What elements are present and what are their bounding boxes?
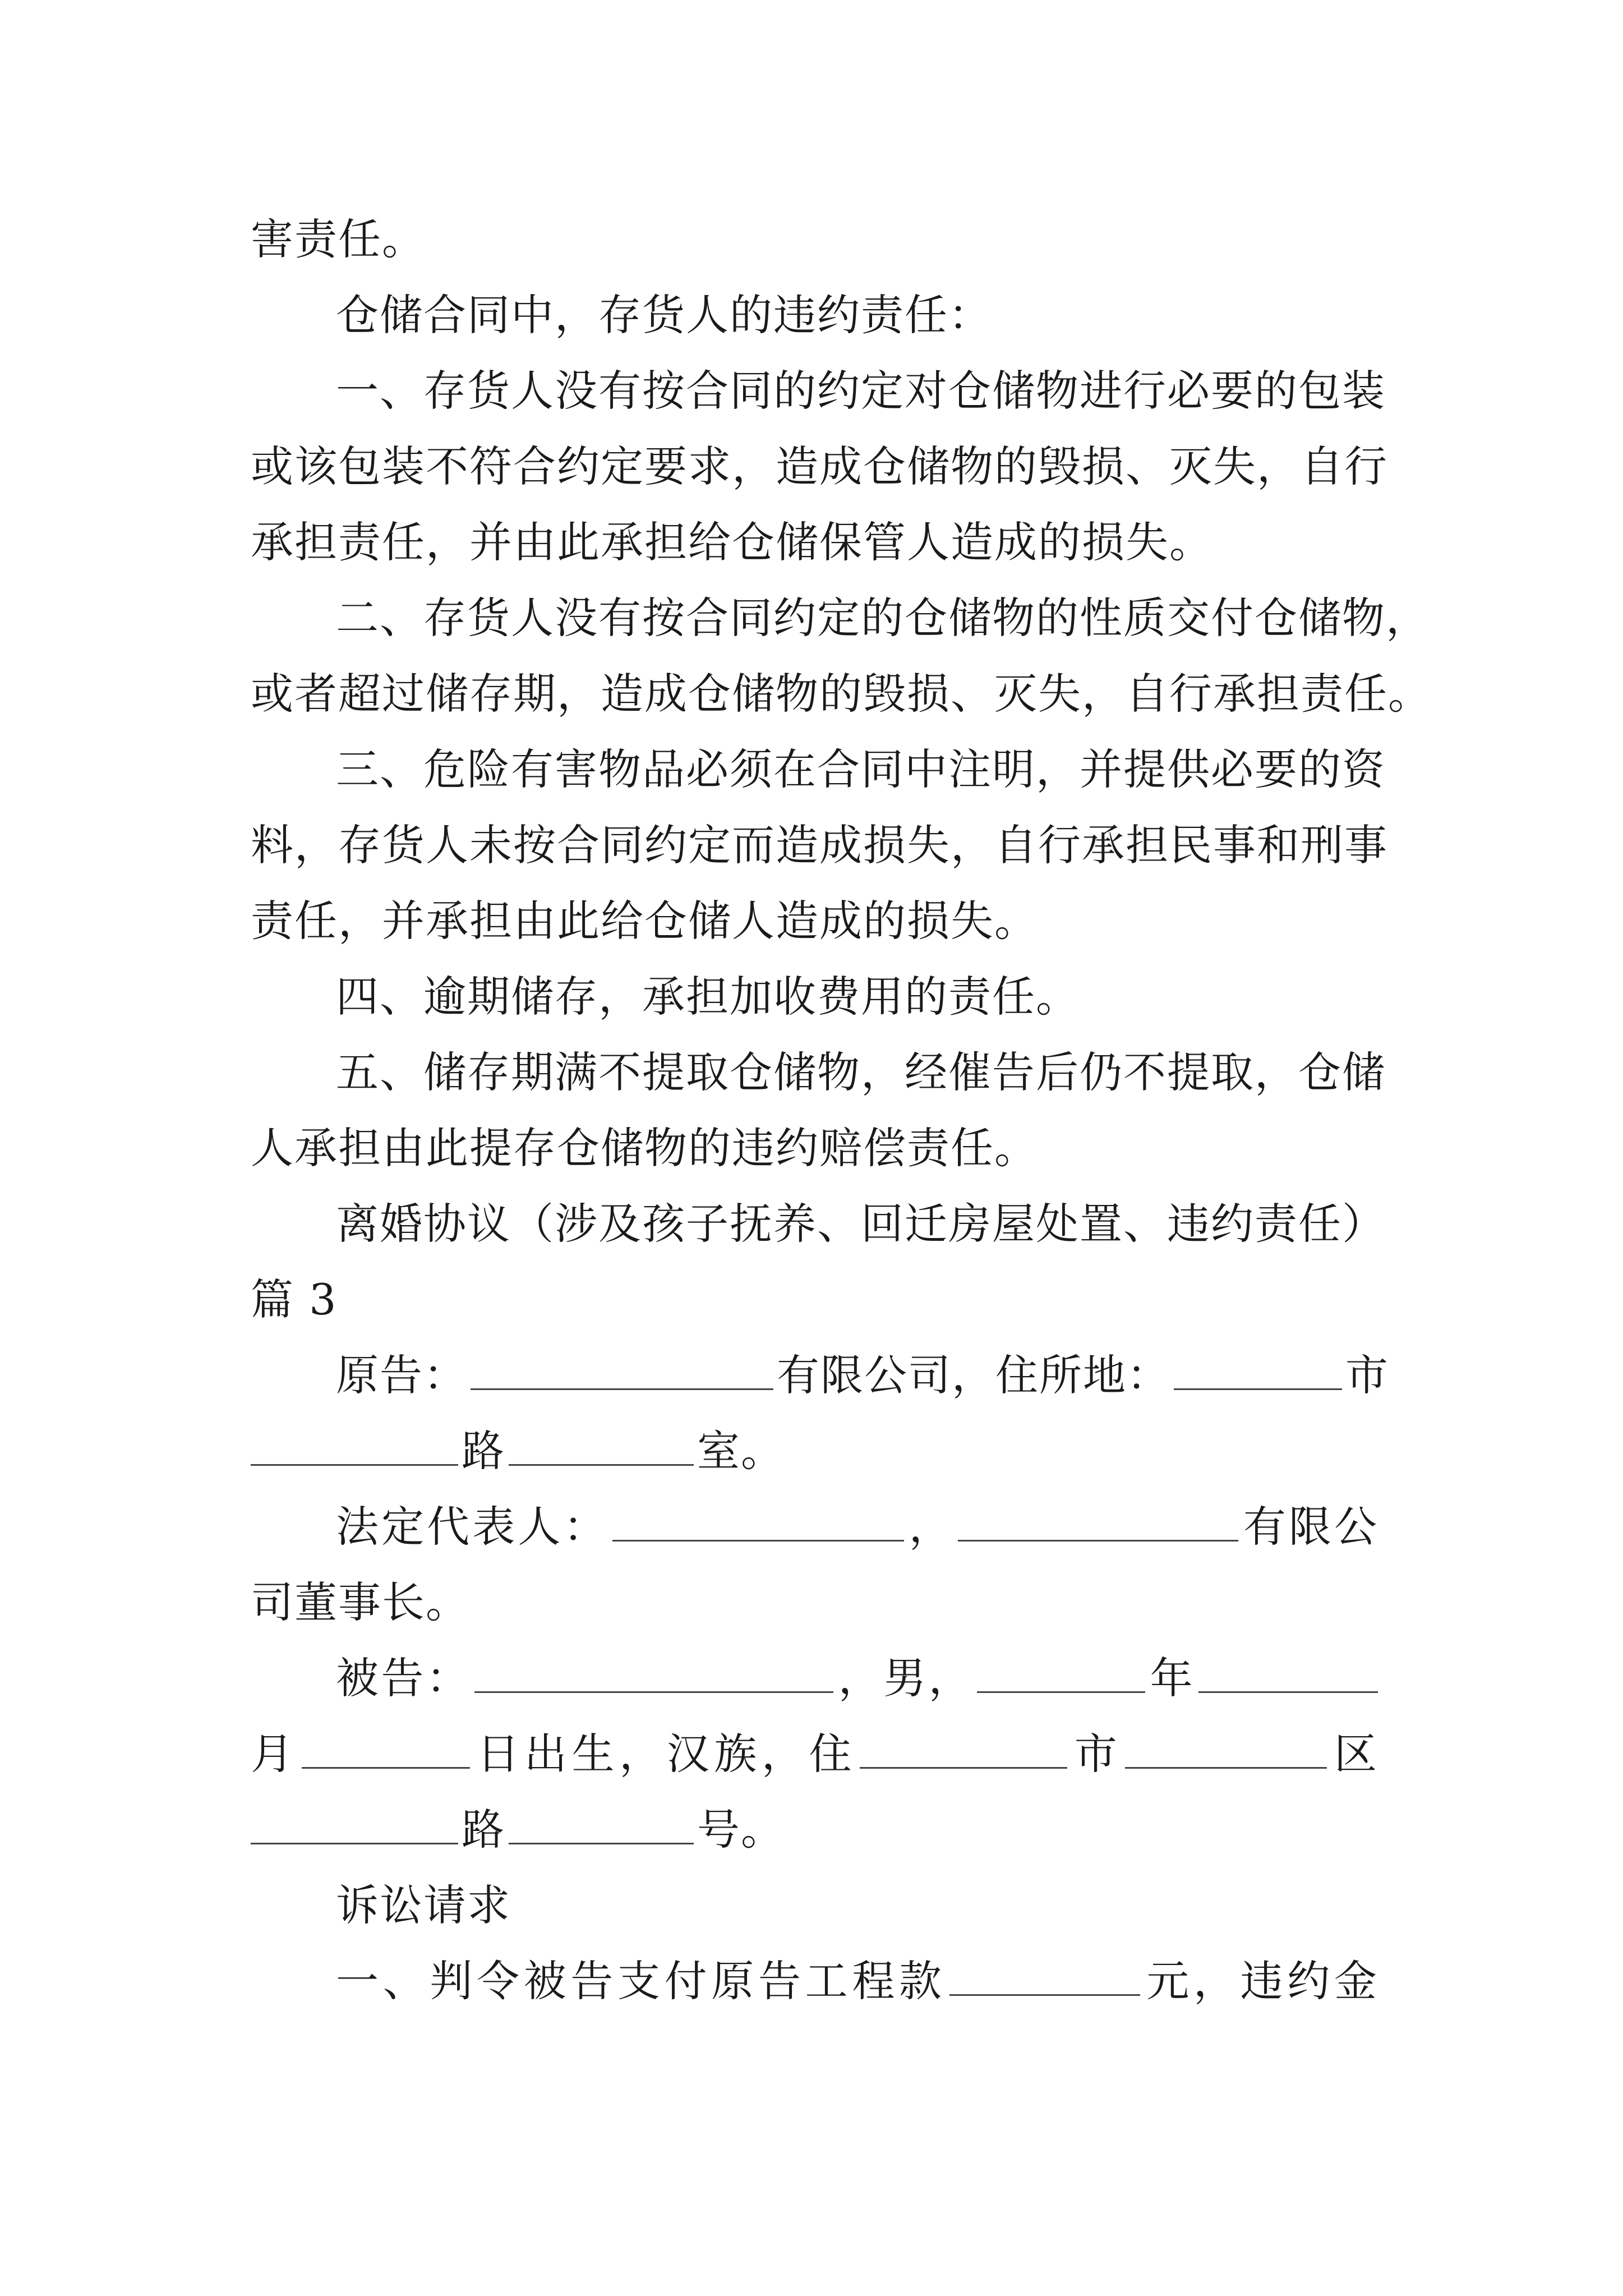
text-line: 料，存货人未按合同约定而造成损失，自行承担民事和刑事 (251, 820, 1388, 870)
form-label: 被告： (336, 1653, 472, 1703)
form-line-title (251, 1561, 1378, 1645)
form-label: 市 (1345, 1350, 1389, 1400)
form-label: 诉讼请求 (336, 1880, 511, 1930)
form-label: 路 (462, 1426, 505, 1476)
form-label: 法定代表人： (336, 1502, 609, 1552)
section-heading: 仓储合同中，存货人的违约责任： (336, 290, 992, 340)
form-label: 原告： (336, 1350, 467, 1400)
text-line: 二、存货人没有按合同约定的仓储物的性质交付仓储物， (336, 593, 1430, 643)
form-label: 市 (1071, 1729, 1122, 1779)
blank-field (509, 1427, 694, 1466)
form-label: 有限公司，住所地： (777, 1350, 1170, 1400)
form-label: 路 (462, 1805, 505, 1855)
text-line: 四、逾期储存，承担加收费用的责任。 (336, 972, 1080, 1022)
blank-field (471, 1351, 773, 1390)
form-line-address-2 (251, 1788, 1378, 1872)
blank-field (509, 1806, 694, 1844)
blank-field (1125, 1730, 1327, 1769)
blank-field (860, 1730, 1067, 1769)
form-label: 区 (1330, 1729, 1378, 1779)
form-line-plaintiff (251, 1333, 1389, 1418)
section-heading-claims (251, 1864, 1378, 1948)
blank-field (302, 1730, 470, 1769)
blank-field (1198, 1654, 1378, 1693)
form-label: 司董事长。 (251, 1577, 469, 1627)
form-line-address (251, 1409, 1378, 1493)
text-line: 五、储存期满不提取仓储物，经催告后仍不提取，仓储 (336, 1047, 1386, 1097)
blank-field (1174, 1351, 1342, 1390)
form-label: 月 (251, 1729, 298, 1779)
text-line: 或该包装不符合约定要求，造成仓储物的毁损、灭失，自行 (251, 441, 1388, 491)
form-line-legal-rep (251, 1485, 1378, 1569)
text-line: 责任，并承担由此给仓储人造成的损失。 (251, 896, 1038, 946)
form-line-claim-1 (251, 1939, 1378, 2023)
blank-field (474, 1654, 833, 1693)
section-title: 离婚协议（涉及孩子抚养、回迁房屋处置、违约责任） (336, 1199, 1386, 1249)
blank-field (612, 1503, 904, 1542)
form-label: 一、判令被告支付原告工程款 (336, 1956, 946, 2006)
section-title-suffix: 篇 3 (251, 1274, 338, 1324)
blank-field (977, 1654, 1145, 1693)
blank-field (949, 1957, 1140, 1996)
text-line: 害责任。 (251, 214, 426, 264)
form-label: 号。 (697, 1805, 785, 1855)
form-label: ，男， (837, 1653, 974, 1703)
form-label: 年 (1149, 1653, 1196, 1703)
text-line: 一、存货人没有按合同的约定对仓储物进行必要的包装 (336, 366, 1386, 416)
form-label: ， (907, 1502, 955, 1552)
text-line: 三、危险有害物品必须在合同中注明，并提供必要的资 (336, 744, 1386, 794)
form-label: 室。 (697, 1426, 785, 1476)
form-line-birth (251, 1712, 1378, 1796)
form-label: 元，违约金 (1143, 1956, 1378, 2006)
form-label: 日出生，汉族，住 (473, 1729, 857, 1779)
blank-field (958, 1503, 1238, 1542)
text-line: 或者超过储存期，造成仓储物的毁损、灭失，自行承担责任。 (251, 669, 1432, 719)
form-label: 有限公 (1241, 1502, 1378, 1552)
text-line: 承担责任，并由此承担给仓储保管人造成的损失。 (251, 517, 1213, 567)
text-line: 人承担由此提存仓储物的违约赔偿责任。 (251, 1123, 1038, 1173)
blank-field (251, 1427, 458, 1466)
blank-field (251, 1806, 458, 1844)
form-line-defendant (251, 1636, 1378, 1720)
